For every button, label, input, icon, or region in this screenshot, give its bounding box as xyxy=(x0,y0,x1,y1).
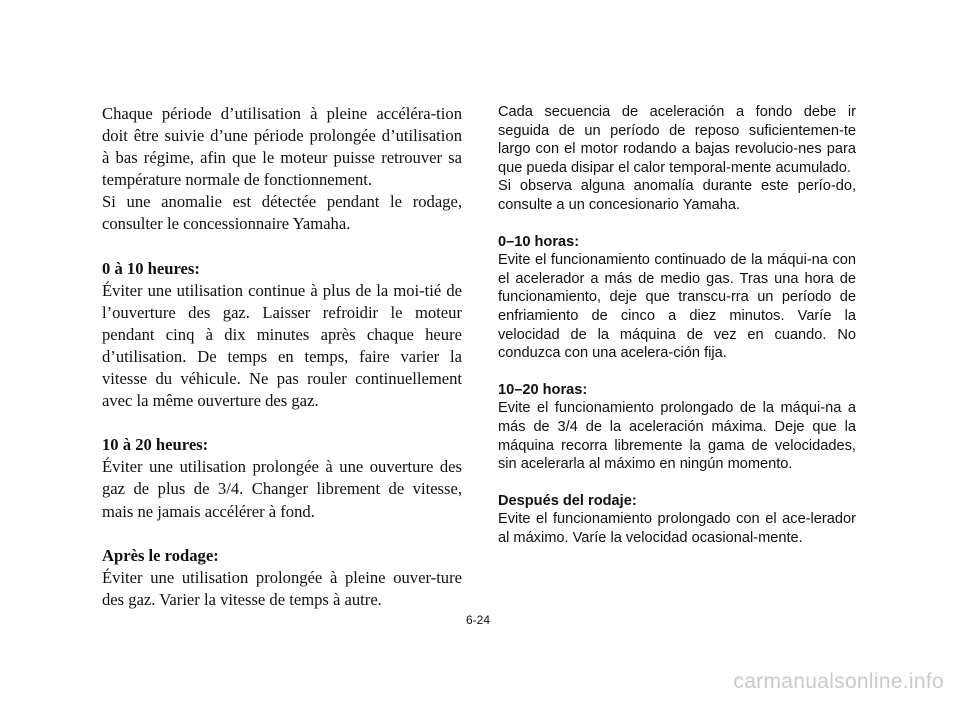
spanish-section-heading: Después del rodaje: xyxy=(498,492,637,509)
french-intro-paragraph: Si une anomalie est détectée pendant le rodage, consulter le concessionnaire Yamaha. xyxy=(102,192,462,234)
spanish-section-body: Evite el funcionamiento prolongado con el ace-lerador al máximo. Varíe la velocidad ocasional-mente. xyxy=(498,511,856,546)
spanish-section-heading: 0–10 horas: xyxy=(498,233,580,250)
spanish-intro-paragraph: Cada secuencia de aceleración a fondo debe ir seguida de un período de reposo suficientemen-te largo con el motor rodando a bajas revolucio-nes para que pueda disipar el calor temporal-mente acumulado. xyxy=(498,104,856,176)
french-section-body: Éviter une utilisation continue à plus de la moi-tié de l’ouverture des gaz. Laisser refroidir le moteur pendant cinq à dix minutes après chaque heure d’utilisation. De temps en temps, faire varier la vitesse du véhicule. Ne pas rouler continuellement avec la même ouverture des gaz. xyxy=(102,280,462,411)
french-section-heading: 0 à 10 heures: xyxy=(102,258,200,278)
page-number: 6-24 xyxy=(466,613,491,627)
spanish-section-body: Evite el funcionamiento prolongado de la máqui-na a más de 3/4 de la aceleración máxima. Deje que la máquina recorra libremente la gama de velocidades, sin acelerarla al máximo en ningún momento. xyxy=(498,400,856,473)
french-column xyxy=(102,103,462,611)
french-section-heading: 10 à 20 heures: xyxy=(102,435,209,455)
spanish-section-body: Evite el funcionamiento continuado de la máqui-na con el acelerador a más de medio gas. Tras una hora de funcionamiento, deje que transcu-rra un período de enfriamiento de cinco a diez minutos. Varíe la velocidad de la máquina de vez en cuando. No conduzca con una acelera-ción fija. xyxy=(498,252,856,362)
french-section-body: Éviter une utilisation prolongée à pleine ouver-ture des gaz. Varier la vitesse de temps à autre. xyxy=(102,567,462,609)
french-intro-paragraph: Chaque période d’utilisation à pleine accéléra-tion doit être suivie d’une période prolongée d’utilisation à bas régime, afin que le moteur puisse retrouver sa température normale de fonctionnement. xyxy=(102,104,462,190)
spanish-column xyxy=(498,103,856,547)
spanish-intro-paragraph: Si observa alguna anomalía durante este perío-do, consulte a un concesionario Yamaha. xyxy=(498,178,856,213)
french-section-body: Éviter une utilisation prolongée à une ouverture des gaz de plus de 3/4. Changer librement de vitesse, mais ne jamais accélérer à fond. xyxy=(102,457,462,521)
spanish-section-heading: 10–20 horas: xyxy=(498,381,588,398)
french-section-heading: Après le rodage: xyxy=(102,545,219,565)
watermark: carmanualsonline.info xyxy=(733,670,944,693)
